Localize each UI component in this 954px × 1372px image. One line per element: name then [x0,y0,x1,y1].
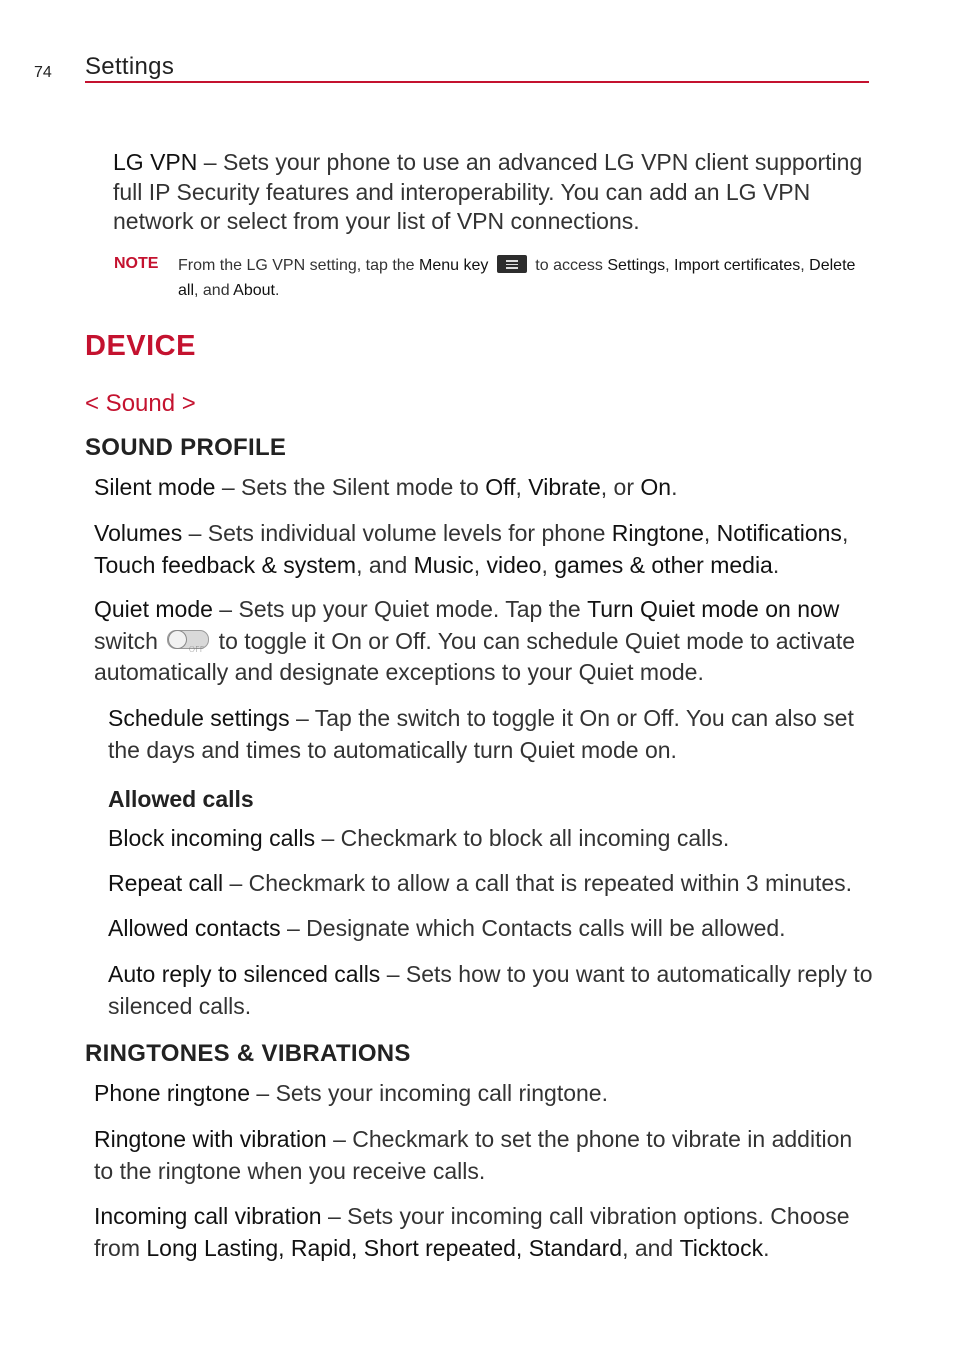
repeat-call-desc: – Checkmark to allow a call that is repeated within 3 minutes. [223,870,853,896]
silent-mode-paragraph [94,472,874,503]
volumes-paragraph [94,517,884,581]
allowed-calls-heading: Allowed calls [108,786,254,812]
note-settings: Settings [607,257,666,274]
quiet-switch-word: switch [94,627,165,654]
incoming-call-vibration-term: Incoming call vibration [94,1203,322,1229]
incoming-vib-text-2: , and [622,1235,680,1261]
quiet-text-1: – Sets up your Quiet mode. Tap the [212,596,588,622]
note-import-certificates: Import certificates [674,257,801,274]
note-comma-2: , [800,257,810,274]
volumes-period: . [772,552,780,578]
note-label: NOTE [114,255,159,272]
quiet-mode-paragraph [94,594,884,689]
incoming-vib-options: Long Lasting, Rapid, Short repeated, Standard [146,1235,623,1261]
toggle-knob [168,630,187,649]
lg-vpn-desc: – Sets your phone to use an advanced LG VPN client supporting full IP Security features and interoperability. You can add an LG VPN network or select from your list of VPN connections. [113,149,863,234]
volumes-comma-1: , [703,520,717,546]
note-text-3: , and [194,282,234,299]
quiet-turn-on-now: Turn Quiet mode on now [587,596,840,622]
note-text [178,253,868,303]
silent-on: On [640,474,672,500]
schedule-settings-desc: – Tap the switch to toggle it On or Off. You can also set the days and times to automatically turn Quiet mode on. [108,705,854,763]
auto-reply-paragraph [108,958,888,1022]
page-number: 74 [34,64,52,81]
silent-text-1: – Sets the Silent mode to [215,474,486,500]
volumes-notifications: Notifications [716,520,842,546]
note-delete-all: Delete all [178,257,856,299]
volumes-touch-feedback: Touch feedback & system [94,552,357,578]
note-about: About [233,282,275,299]
menu-key-term: Menu key [419,257,489,274]
phone-ringtone-term: Phone ringtone [94,1080,251,1106]
block-incoming-calls-desc: – Checkmark to block all incoming calls. [315,825,730,851]
note-text-2: to access [530,257,608,274]
ringtones-vibrations-heading: RINGTONES & VIBRATIONS [85,1040,411,1067]
volumes-games: games & other media [554,552,773,578]
quiet-text-2: to toggle it On or Off. You can schedule Quiet mode to activate automatically and designate exceptions to your Quiet mode. [94,627,855,685]
schedule-settings-paragraph [108,702,888,766]
lg-vpn-paragraph [113,148,873,237]
block-incoming-calls-paragraph [108,823,888,854]
volumes-text-1: – Sets individual volume levels for phone [182,520,612,546]
sound-profile-heading: SOUND PROFILE [85,434,287,461]
incoming-call-vibration-paragraph [94,1200,884,1264]
auto-reply-term: Auto reply to silenced calls [108,961,381,987]
phone-ringtone-paragraph [94,1078,874,1109]
silent-off: Off [485,474,516,500]
ringtone-vibration-desc: – Checkmark to set the phone to vibrate in addition to the ringtone when you receive calls. [94,1126,853,1184]
ringtone-vibration-paragraph [94,1123,854,1187]
volumes-comma-4: , [541,552,555,578]
section-title: Settings [85,53,175,80]
incoming-vib-ticktock: Ticktock [679,1235,764,1261]
repeat-call-term: Repeat call [108,870,224,896]
volumes-music: Music [413,552,474,578]
menu-key-icon [497,255,527,273]
auto-reply-desc: – Sets how to you want to automatically reply to silenced calls. [108,961,873,1019]
silent-mode-term: Silent mode [94,474,216,500]
note-comma-1: , [665,257,675,274]
silent-comma: , [515,474,529,500]
incoming-vib-text-1: – Sets your incoming call vibration options. Choose from [94,1203,850,1261]
note-text-4: . [274,282,280,299]
allowed-contacts-paragraph [108,913,888,944]
toggle-off-label: OFF [188,644,205,654]
header-rule [85,81,869,83]
quiet-mode-term: Quiet mode [94,596,213,622]
device-heading: DEVICE [85,330,196,362]
lg-vpn-term: LG VPN [113,149,198,175]
allowed-contacts-desc: – Designate which Contacts calls will be allowed. [280,915,786,941]
silent-text-2: , or [600,474,641,500]
allowed-contacts-term: Allowed contacts [108,915,281,941]
repeat-call-paragraph [108,868,888,899]
ringtone-vibration-term: Ringtone with vibration [94,1126,327,1152]
phone-ringtone-desc: – Sets your incoming call ringtone. [250,1080,608,1106]
volumes-comma-3: , [473,552,487,578]
toggle-switch-icon [167,630,209,654]
silent-vibrate: Vibrate [528,474,601,500]
volumes-ringtone: Ringtone [611,520,704,546]
silent-period: . [671,474,678,500]
volumes-comma-2: , [841,520,849,546]
schedule-settings-term: Schedule settings [108,705,290,731]
volumes-video: video [486,552,542,578]
block-incoming-calls-term: Block incoming calls [108,825,316,851]
volumes-term: Volumes [94,520,183,546]
incoming-vib-period: . [763,1235,770,1261]
note-text-1: From the LG VPN setting, tap the [178,257,419,274]
volumes-text-2: , and [356,552,414,578]
sound-subheading: < Sound > [85,390,196,417]
